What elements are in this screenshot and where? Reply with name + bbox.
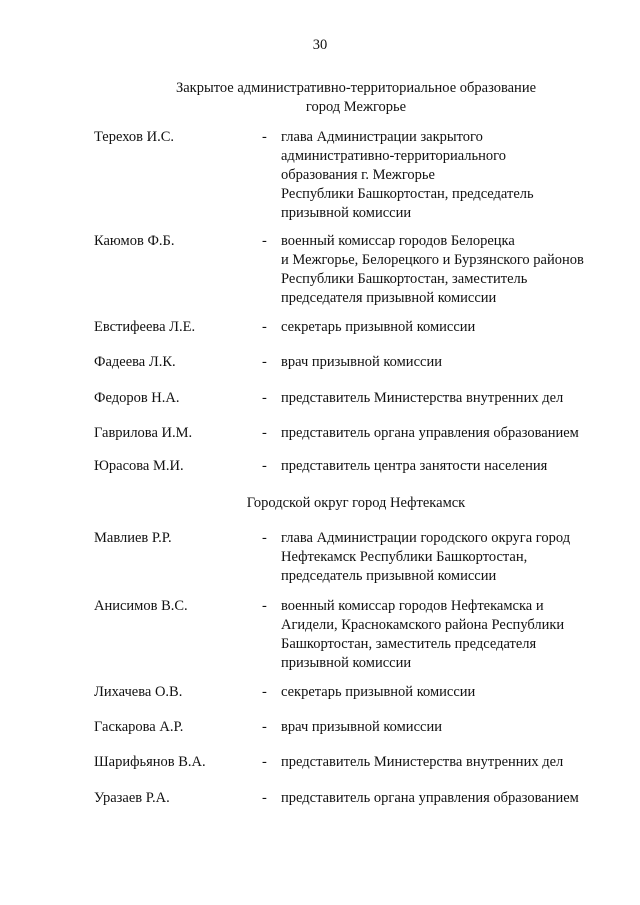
member-role — [281, 128, 621, 223]
role-line: секретарь призывной комиссии — [281, 684, 476, 700]
role-line: военный комиссар городов Нефтекамска и — [281, 598, 544, 614]
member-role — [281, 353, 621, 372]
page-number: 30 — [312, 37, 328, 53]
member-role — [281, 753, 621, 772]
member-role — [281, 424, 621, 443]
member-name: Юрасова М.И. — [94, 458, 184, 474]
member-role — [281, 789, 621, 808]
member-name: Гаврилова И.М. — [94, 425, 193, 441]
role-line: председатель призывной комиссии — [281, 568, 497, 584]
member-name: Терехов И.С. — [94, 129, 175, 145]
member-role — [281, 718, 621, 737]
role-line: врач призывной комиссии — [281, 354, 442, 370]
member-role — [281, 683, 621, 702]
dash-separator: - — [262, 425, 267, 441]
dash-separator: - — [262, 754, 267, 770]
member-name: Шарифьянов В.А. — [94, 754, 206, 770]
member-role — [281, 318, 621, 337]
member-role — [281, 232, 621, 308]
role-line: секретарь призывной комиссии — [281, 319, 476, 335]
role-line: Башкортостан, заместитель председателя — [281, 636, 537, 652]
member-name: Федоров Н.А. — [94, 390, 180, 406]
role-line: врач призывной комиссии — [281, 719, 442, 735]
section-heading-line: Закрытое административно-территориальное образование — [175, 80, 537, 96]
section-heading-line: город Межгорье — [305, 99, 407, 115]
dash-separator: - — [262, 233, 267, 249]
section-heading-neftekamsk — [0, 494, 640, 513]
dash-separator: - — [262, 530, 267, 546]
member-role — [281, 457, 621, 476]
member-name: Каюмов Ф.Б. — [94, 233, 175, 249]
role-line: образования г. Межгорье — [281, 167, 435, 183]
role-line: призывной комиссии — [281, 655, 412, 671]
dash-separator: - — [262, 390, 267, 406]
role-line: призывной комиссии — [281, 205, 412, 221]
dash-separator: - — [262, 684, 267, 700]
dash-separator: - — [262, 719, 267, 735]
member-role — [281, 529, 621, 586]
role-line: глава Администрации городского округа город — [281, 530, 571, 546]
dash-separator: - — [262, 790, 267, 806]
role-line: Республики Башкортостан, председатель — [281, 186, 534, 202]
member-role — [281, 597, 621, 673]
dash-separator: - — [262, 129, 267, 145]
member-name: Фадеева Л.К. — [94, 354, 176, 370]
role-line: и Межгорье, Белорецкого и Бурзянского районов — [281, 252, 584, 268]
role-line: представитель центра занятости населения — [281, 458, 548, 474]
role-line: председателя призывной комиссии — [281, 290, 497, 306]
role-line: Республики Башкортостан, заместитель — [281, 271, 528, 287]
section-heading-zato-mezhgorye — [0, 79, 640, 117]
member-name: Лихачева О.В. — [94, 684, 183, 700]
dash-separator: - — [262, 319, 267, 335]
role-line: Агидели, Краснокамского района Республики — [281, 617, 565, 633]
member-role — [281, 389, 621, 408]
dash-separator: - — [262, 458, 267, 474]
role-line: глава Администрации закрытого — [281, 129, 483, 145]
role-line: военный комиссар городов Белорецка — [281, 233, 515, 249]
dash-separator: - — [262, 354, 267, 370]
member-name: Анисимов В.С. — [94, 598, 188, 614]
role-line: представитель Министерства внутренних дел — [281, 390, 564, 406]
dash-separator: - — [262, 598, 267, 614]
role-line: представитель органа управления образованием — [281, 790, 579, 806]
section-heading-line: Городской округ город Нефтекамск — [246, 495, 466, 511]
role-line: представитель органа управления образованием — [281, 425, 579, 441]
member-name: Уразаев Р.А. — [94, 790, 170, 806]
role-line: представитель Министерства внутренних дел — [281, 754, 564, 770]
role-line: Нефтекамск Республики Башкортостан, — [281, 549, 528, 565]
member-name: Мавлиев Р.Р. — [94, 530, 172, 546]
member-name: Евстифеева Л.Е. — [94, 319, 196, 335]
role-line: административно-территориального — [281, 148, 507, 164]
member-name: Гаскарова А.Р. — [94, 719, 184, 735]
